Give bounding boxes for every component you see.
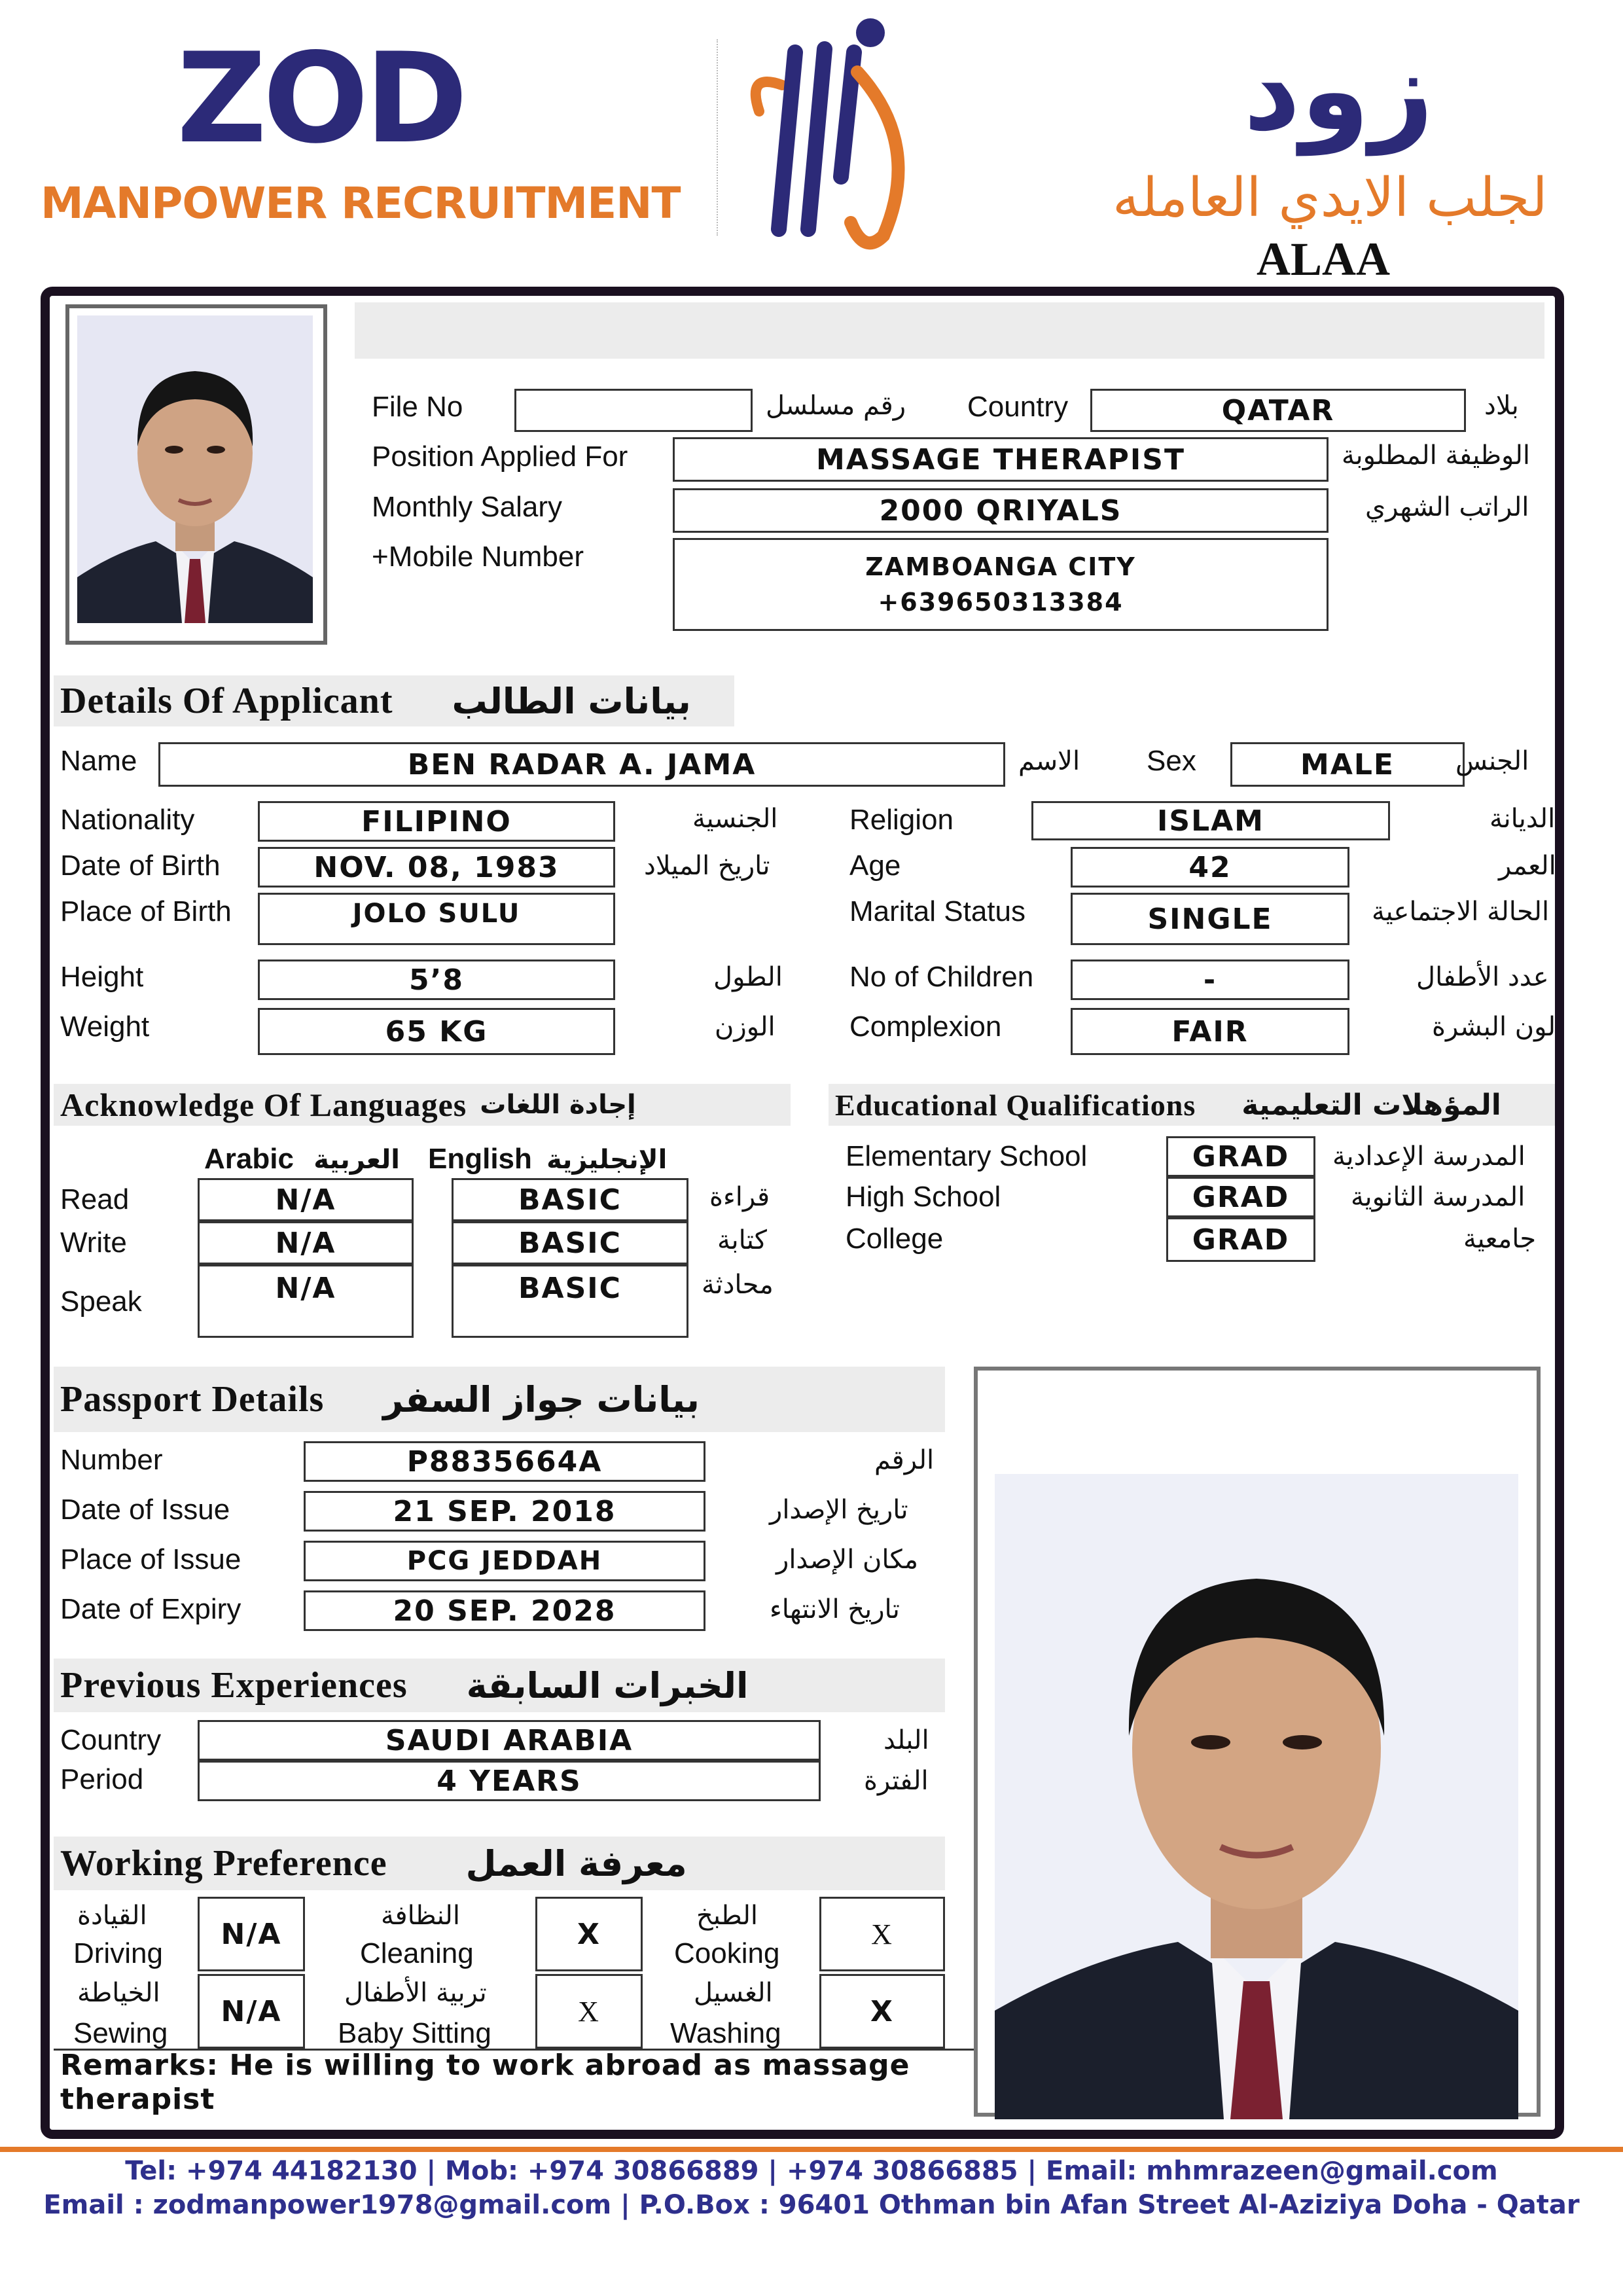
marital-field[interactable]: SINGLE (1071, 893, 1349, 945)
country-label: Country (967, 391, 1069, 423)
driving-arabic: القيادة (77, 1901, 147, 1931)
section-applicant (54, 675, 734, 726)
weight-label: Weight (60, 1011, 150, 1043)
name-field[interactable]: BEN RADAR A. JAMA (158, 742, 1005, 787)
passport-issue-place-label: Place of Issue (60, 1543, 241, 1575)
remarks-line-1: Remarks: He is willing to work abroad as massage (60, 2049, 910, 2082)
dob-label: Date of Birth (60, 850, 221, 882)
elementary-arabic: المدرسة الإعدادية (1332, 1141, 1525, 1172)
highschool-label: High School (846, 1181, 1001, 1213)
section-experience-title: Previous Experiences (60, 1665, 408, 1706)
nationality-field[interactable]: FILIPINO (258, 801, 615, 842)
name-label: Name (60, 745, 137, 777)
section-applicant-arabic: بيانات الطالب (452, 680, 691, 722)
passport-issue-date-arabic: تاريخ الإصدار (770, 1495, 908, 1525)
language-speak-label: Speak (60, 1285, 142, 1318)
file-no-label: File No (372, 391, 463, 423)
salary-label: Monthly Salary (372, 491, 563, 523)
religion-arabic-label: الديانة (1489, 804, 1556, 834)
language-speak-arabic: محادثة (702, 1270, 774, 1300)
brand-arabic-tagline: لجلب الايدي العامله (1113, 167, 1548, 229)
position-label: Position Applied For (372, 440, 628, 473)
section-education-arabic: المؤهلات التعليمية (1241, 1088, 1501, 1122)
arabic-column-en: Arabic (204, 1143, 294, 1175)
section-applicant-title: Details Of Applicant (60, 681, 393, 721)
children-arabic-label: عدد الأطفال (1416, 962, 1549, 992)
elementary-field[interactable]: GRAD (1166, 1136, 1315, 1177)
passport-number-arabic: الرقم (874, 1445, 935, 1475)
cleaning-field[interactable]: X (535, 1897, 643, 1971)
passport-issue-place-field[interactable]: PCG JEDDAH (304, 1541, 705, 1581)
mobile-number: +639650313384 (878, 588, 1124, 617)
complexion-field[interactable]: FAIR (1071, 1008, 1349, 1055)
college-label: College (846, 1223, 944, 1255)
cooking-label: Cooking (674, 1937, 780, 1969)
section-languages-title: Acknowledge Of Languages (60, 1086, 467, 1123)
country-arabic-label: بلاد (1484, 391, 1519, 421)
passport-number-field[interactable]: P8835664A (304, 1441, 705, 1482)
applicant-photo-large (995, 1474, 1518, 2119)
driving-field[interactable]: N/A (198, 1897, 305, 1971)
cooking-arabic: الطبخ (696, 1901, 758, 1931)
section-languages-arabic: إجادة اللغات (480, 1090, 636, 1120)
cooking-field[interactable]: X (819, 1897, 945, 1971)
height-label: Height (60, 961, 144, 993)
cleaning-arabic: النظافة (381, 1901, 460, 1931)
babysitting-label: Baby Sitting (338, 2017, 491, 2049)
section-preference (54, 1837, 945, 1890)
arabic-column-ar: العربية (313, 1145, 400, 1175)
section-preference-title: Working Preference (60, 1843, 387, 1884)
complexion-label: Complexion (849, 1011, 1002, 1043)
children-label: No of Children (849, 961, 1034, 993)
college-field[interactable]: GRAD (1166, 1217, 1315, 1262)
religion-field[interactable]: ISLAM (1031, 801, 1390, 840)
english-column-ar: الإنجليزية (546, 1145, 668, 1175)
experience-country-field[interactable]: SAUDI ARABIA (198, 1720, 821, 1761)
brand-arabic-name: زود (1243, 26, 1434, 156)
arabic-write-field[interactable]: N/A (198, 1221, 414, 1265)
language-write-arabic: كتابة (717, 1225, 767, 1255)
height-arabic-label: الطول (713, 962, 783, 992)
language-read-arabic: قراءة (709, 1182, 770, 1212)
country-field[interactable]: QATAR (1090, 389, 1466, 432)
footer-contact-line-2: Email : zodmanpower1978@gmail.com | P.O.Box : 96401 Othman bin Afan Street Al-Aziziya Doha - Qatar (43, 2190, 1580, 2220)
brand-tagline: MANPOWER RECRUITMENT (41, 178, 681, 228)
file-no-arabic-label: رقم مسلسل (766, 391, 906, 421)
complexion-arabic-label: لون البشرة (1432, 1012, 1556, 1042)
agent-name: ALAA (1257, 233, 1391, 285)
sewing-label: Sewing (73, 2017, 168, 2049)
salary-field[interactable]: 2000 QRIYALS (673, 488, 1329, 533)
height-field[interactable]: 5’8 (258, 960, 615, 1000)
english-column-label (428, 1143, 667, 1175)
english-speak-field[interactable]: BASIC (452, 1265, 688, 1338)
arabic-column-label (204, 1143, 400, 1175)
passport-issue-place-arabic: مكان الإصدار (776, 1545, 919, 1575)
experience-country-label: Country (60, 1724, 162, 1756)
nationality-label: Nationality (60, 804, 195, 836)
experience-period-arabic: الفترة (864, 1766, 929, 1796)
pob-field[interactable]: JOLO SULU (258, 893, 615, 945)
name-arabic-label: الاسم (1018, 746, 1080, 776)
marital-label: Marital Status (849, 895, 1026, 927)
sex-label: Sex (1147, 745, 1196, 777)
weight-field[interactable]: 65 KG (258, 1008, 615, 1055)
position-arabic-label: الوظيفة المطلوبة (1342, 440, 1530, 471)
sewing-field[interactable]: N/A (198, 1974, 305, 2049)
position-field[interactable]: MASSAGE THERAPIST (673, 437, 1329, 482)
age-field[interactable]: 42 (1071, 847, 1349, 888)
washing-field[interactable]: X (819, 1974, 945, 2049)
applicant-photo-small (77, 315, 313, 623)
cleaning-label: Cleaning (360, 1937, 474, 1969)
mobile-label: +Mobile Number (372, 541, 584, 573)
section-languages (54, 1084, 791, 1126)
passport-issue-date-label: Date of Issue (60, 1494, 230, 1526)
nationality-arabic-label: الجنسية (692, 804, 778, 834)
section-education (829, 1084, 1555, 1126)
children-field[interactable]: - (1071, 960, 1349, 1000)
header-divider (717, 39, 718, 236)
file-no-field[interactable] (514, 389, 753, 432)
marital-arabic-label: الحالة الاجتماعية (1372, 897, 1550, 927)
header-grey-bar (355, 302, 1544, 359)
english-read-field[interactable]: BASIC (452, 1178, 688, 1221)
dob-arabic-label: تاريخ الميلاد (644, 851, 770, 881)
passport-expiry-arabic: تاريخ الانتهاء (770, 1594, 900, 1624)
college-arabic: جامعية (1463, 1224, 1537, 1254)
washing-label: Washing (670, 2017, 781, 2049)
passport-number-label: Number (60, 1444, 163, 1476)
sex-arabic-label: الجنس (1455, 746, 1529, 776)
language-read-label: Read (60, 1183, 130, 1215)
arabic-read-field[interactable]: N/A (198, 1178, 414, 1221)
english-write-field[interactable]: BASIC (452, 1221, 688, 1265)
weight-arabic-label: الوزن (715, 1012, 776, 1042)
footer-contact-line-1: Tel: +974 44182130 | Mob: +974 30866889 | +974 30866885 | Email: mhmrazeen@gmail.com (125, 2156, 1498, 2186)
passport-expiry-field[interactable]: 20 SEP. 2028 (304, 1590, 705, 1631)
experience-period-field[interactable]: 4 YEARS (198, 1761, 821, 1801)
highschool-arabic: المدرسة الثانوية (1351, 1182, 1525, 1212)
pob-label: Place of Birth (60, 895, 232, 927)
footer-rule (0, 2147, 1623, 2152)
passport-issue-date-field[interactable]: 21 SEP. 2018 (304, 1491, 705, 1532)
section-education-title: Educational Qualifications (835, 1088, 1196, 1122)
experience-country-arabic: البلد (883, 1725, 929, 1755)
age-arabic-label: العمر (1499, 851, 1556, 881)
passport-expiry-label: Date of Expiry (60, 1593, 241, 1625)
mobile-field[interactable] (673, 538, 1329, 631)
sewing-arabic: الخياطة (77, 1978, 160, 2008)
section-passport-title: Passport Details (60, 1379, 325, 1420)
section-experience (54, 1659, 945, 1712)
babysitting-field[interactable]: X (535, 1974, 643, 2049)
driving-label: Driving (73, 1937, 163, 1969)
remarks (60, 2049, 910, 2117)
section-preference-arabic: معرفة العمل (465, 1842, 687, 1884)
age-label: Age (849, 850, 901, 882)
sex-field[interactable]: MALE (1230, 742, 1465, 787)
brand-logo-icon (733, 13, 929, 255)
brand-name: ZOD (177, 26, 465, 171)
mobile-city: ZAMBOANGA CITY (865, 552, 1136, 581)
elementary-label: Elementary School (846, 1140, 1088, 1172)
remarks-line-2: therapist (60, 2083, 215, 2116)
english-column-en: English (428, 1143, 532, 1175)
washing-arabic: الغسيل (694, 1978, 773, 2008)
section-passport (54, 1367, 945, 1432)
salary-arabic-label: الراتب الشهري (1365, 492, 1529, 522)
dob-field[interactable]: NOV. 08, 1983 (258, 847, 615, 888)
language-write-label: Write (60, 1227, 127, 1259)
experience-period-label: Period (60, 1763, 144, 1795)
highschool-field[interactable]: GRAD (1166, 1177, 1315, 1217)
religion-label: Religion (849, 804, 954, 836)
arabic-speak-field[interactable]: N/A (198, 1265, 414, 1338)
section-passport-arabic: بيانات جواز السفر (383, 1378, 700, 1420)
babysitting-arabic: تربية الأطفال (344, 1978, 487, 2008)
section-experience-arabic: الخبرات السابقة (466, 1664, 749, 1706)
